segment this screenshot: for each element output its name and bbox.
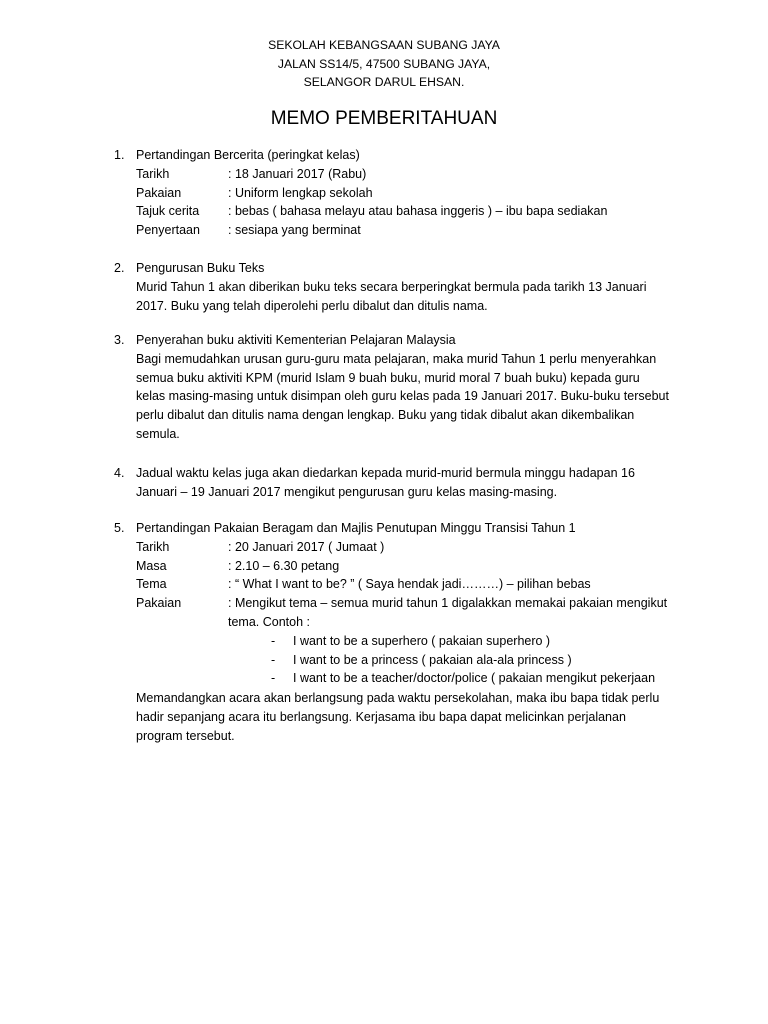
memo-item-1 — [114, 146, 674, 240]
bullet-dash: - — [271, 652, 276, 667]
field-row — [136, 538, 674, 557]
school-header — [0, 36, 768, 92]
field-label: Tajuk cerita — [136, 204, 200, 219]
bullet-item — [271, 669, 674, 688]
closing-paragraph — [136, 689, 674, 745]
paragraph-line: Murid Tahun 1 akan diberikan buku teks secara berperingkat bermula pada tarikh 13 Januari — [136, 279, 647, 294]
field-label: Masa — [136, 558, 167, 573]
memo-item-3 — [114, 331, 674, 444]
item-number: 3. — [114, 333, 125, 347]
item-heading: Penyerahan buku aktiviti Kementerian Pelajaran Malaysia — [136, 333, 456, 347]
paragraph-line: hadir sepanjang acara itu berlangsung. Kerjasama ibu bapa dapat melicinkan perjalanan — [136, 709, 626, 724]
field-row — [136, 557, 674, 576]
paragraph-line: Bagi memudahkan urusan guru-guru mata pelajaran, maka murid Tahun 1 perlu menyerahkan — [136, 351, 657, 366]
field-row — [136, 165, 674, 184]
bullet-dash: - — [271, 633, 276, 648]
field-value: : Mengikut tema – semua murid tahun 1 digalakkan memakai pakaian mengikut — [228, 596, 668, 611]
item-heading: Pertandingan Bercerita (peringkat kelas) — [136, 148, 360, 162]
bullet-text: I want to be a superhero ( pakaian superhero ) — [293, 633, 551, 648]
field-label: Tema — [136, 577, 167, 592]
item-heading: Pengurusan Buku Teks — [136, 261, 265, 275]
paragraph-line: Memandangkan acara akan berlangsung pada waktu persekolahan, maka ibu bapa tidak perlu — [136, 691, 660, 706]
school-address-line-2: SELANGOR DARUL EHSAN. — [303, 75, 465, 89]
paragraph-line: perlu dibalut dan ditulis nama dengan lengkap. Buku yang tidak dibalut akan dikembalikan — [136, 408, 635, 423]
memo-title: MEMO PEMBERITAHUAN — [270, 108, 498, 129]
memo-item-5 — [114, 519, 674, 746]
item-number: 2. — [114, 261, 125, 275]
field-continuation: tema. Contoh : — [228, 614, 310, 629]
bullet-text: I want to be a teacher/doctor/police ( pakaian mengikut pekerjaan — [293, 671, 656, 686]
bullet-item — [271, 651, 674, 670]
memo-item-2 — [114, 259, 674, 315]
school-address-line-1: JALAN SS14/5, 47500 SUBANG JAYA, — [277, 56, 491, 71]
item-heading: Pertandingan Pakaian Beragam dan Majlis Penutupan Minggu Transisi Tahun 1 — [136, 521, 576, 535]
field-value: : 2.10 – 6.30 petang — [228, 558, 340, 573]
field-row — [136, 202, 674, 221]
field-row — [136, 221, 674, 240]
field-value: : “ What I want to be? ” ( Saya hendak jadi………) – pilihan bebas — [228, 577, 591, 592]
memo-item-4 — [114, 464, 674, 502]
field-label: Penyertaan — [136, 223, 200, 238]
field-row — [136, 575, 674, 594]
field-value: : 18 Januari 2017 (Rabu) — [228, 166, 367, 181]
field-row — [136, 594, 674, 613]
field-row — [136, 184, 674, 203]
item-number: 5. — [114, 521, 125, 535]
paragraph-line: semua buku aktiviti KPM (murid Islam 9 buah buku, murid moral 7 buah buku) kepada guru — [136, 370, 640, 385]
paragraph-line: semula. — [136, 426, 180, 441]
field-label: Tarikh — [136, 166, 170, 181]
bullet-dash: - — [271, 671, 276, 686]
field-label: Pakaian — [136, 185, 182, 200]
field-label: Pakaian — [136, 596, 182, 611]
bullet-text: I want to be a princess ( pakaian ala-ala princess ) — [293, 652, 572, 667]
field-value: : Uniform lengkap sekolah — [228, 185, 373, 200]
paragraph-line: Jadual waktu kelas juga akan diedarkan kepada murid-murid bermula minggu hadapan 16 — [136, 466, 635, 480]
paragraph-line: kelas masing-masing untuk disimpan oleh guru kelas pada 19 Januari 2017. Buku-buku tersebut — [136, 389, 669, 404]
item-number: 4. — [114, 466, 125, 480]
field-label: Tarikh — [136, 539, 170, 554]
field-value: : 20 Januari 2017 ( Jumaat ) — [228, 539, 385, 554]
bullet-item — [271, 632, 674, 651]
school-name: SEKOLAH KEBANGSAAN SUBANG JAYA — [268, 38, 500, 52]
paragraph-line: program tersebut. — [136, 728, 235, 743]
field-value: : bebas ( bahasa melayu atau bahasa inggeris ) – ibu bapa sediakan — [228, 204, 608, 219]
paragraph-line: Januari – 19 Januari 2017 mengikut pengurusan guru kelas masing-masing. — [136, 484, 558, 499]
paragraph-line: 2017. Buku yang telah diperolehi perlu dibalut dan ditulis nama. — [136, 298, 488, 313]
field-value: : sesiapa yang berminat — [228, 223, 361, 238]
item-number: 1. — [114, 148, 125, 162]
